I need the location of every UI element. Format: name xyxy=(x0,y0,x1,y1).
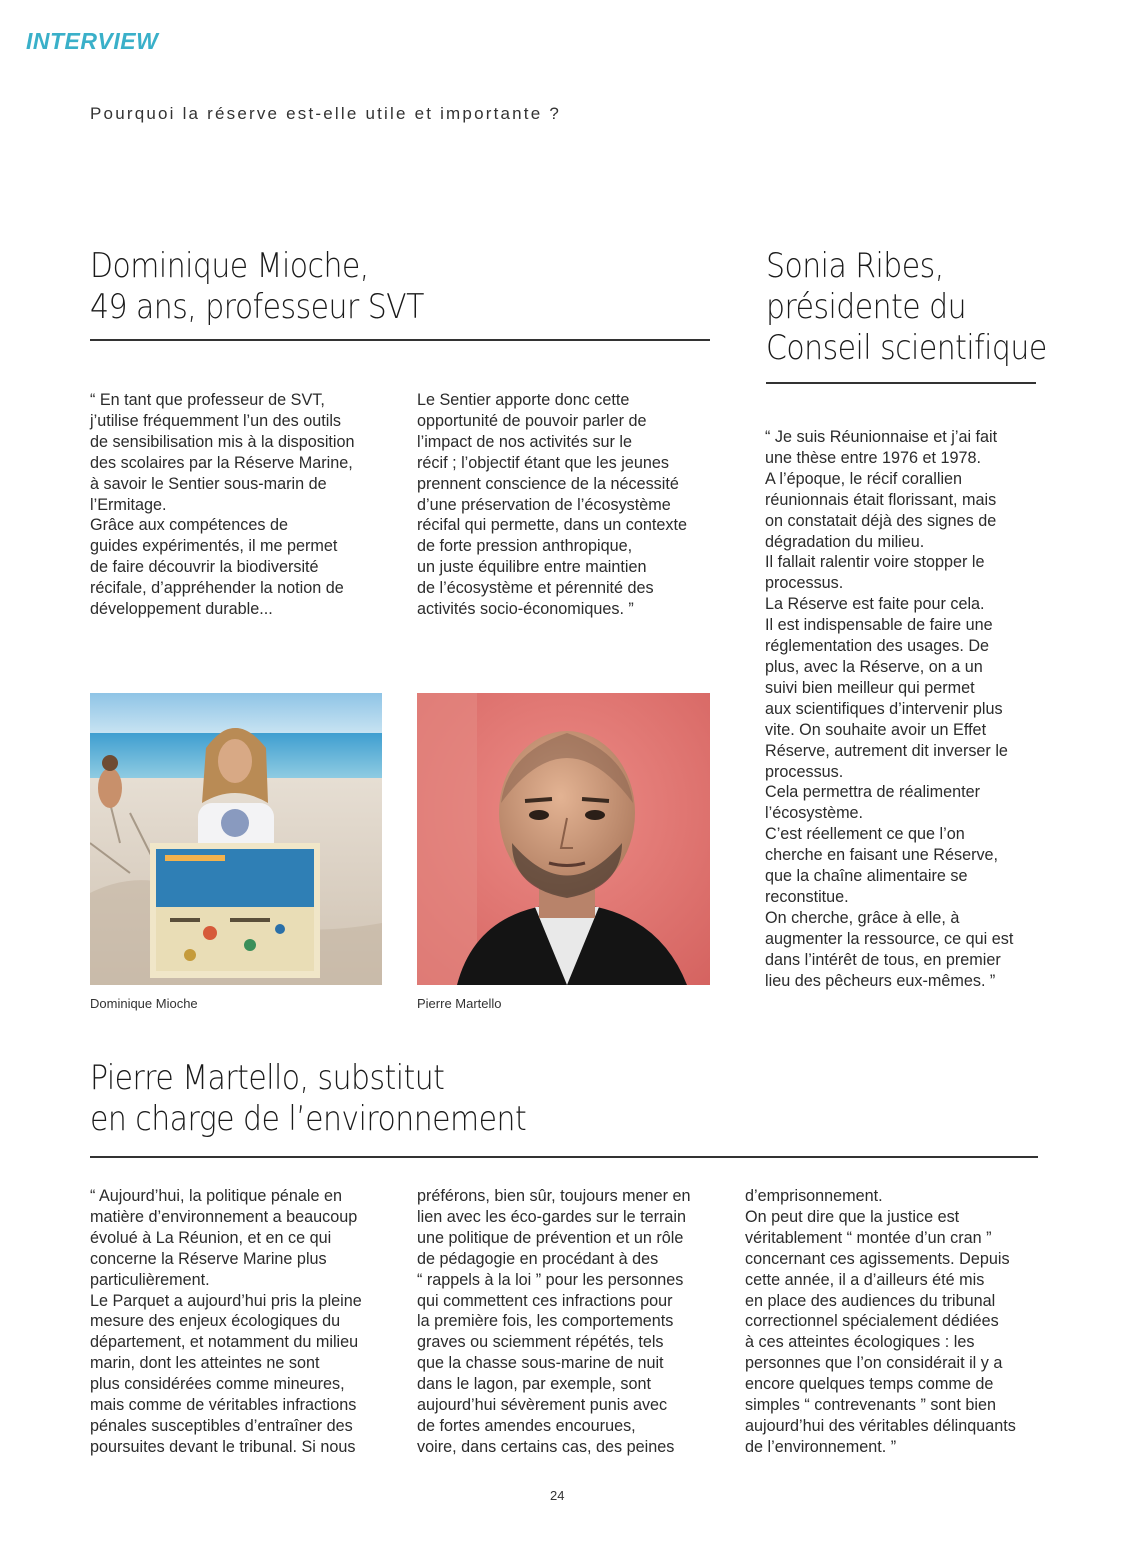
martello-quote-column-3: d’emprisonnement. On peut dire que la justice est véritablement “ montée d’un cran ” concernant ces agissements. Depuis cette année, il a d’ailleurs été mis en place des audiences du tribunal correctionnel spécialement dédiées à ces atteintes écologiques : les personnes que l’on considérait il y a encore quelques temps comme de simples “ contrevenants ” sont bien aujourd’hui des véritables délinquants de l’environnement. ” xyxy=(745,1187,1016,1456)
divider-rule xyxy=(90,1156,1038,1158)
photo-pierre-martello xyxy=(417,693,710,985)
headline-sonia-ribes: Sonia Ribes, présidente du Conseil scientifique xyxy=(766,246,1047,368)
interview-question: Pourquoi la réserve est-elle utile et importante ? xyxy=(90,104,561,123)
mioche-quote-column-1: “ En tant que professeur de SVT, j’utilise fréquemment l’un des outils de sensibilisation mis à la disposition des scolaires par la Réserve Marine, à savoir le Sentier sous-marin de l’Ermitage. Grâce aux compétences de guides expérimentés, il me permet de faire découvrir la biodiversité récifale, d’appréhender la notion de développement durable... xyxy=(90,391,355,619)
martello-quote-column-2: préférons, bien sûr, toujours mener en lien avec les éco-gardes sur le terrain une politique de prévention et un rôle de pédagogie en procédant à des “ rappels à la loi ” pour les personnes qui commettent ces infractions pour la première fois, les comportements graves ou sciemment répétés, tels que la chasse sous-marine de nuit dans le lagon, par exemple, sont aujourd’hui sévèrement punis avec de fortes amendes encourues, voire, dans certains cas, des peines xyxy=(417,1187,691,1456)
section-label: INTERVIEW xyxy=(26,28,159,54)
headline-dominique-mioche: Dominique Mioche, 49 ans, professeur SVT xyxy=(90,246,424,327)
beach-photo-image xyxy=(90,693,382,985)
divider-rule xyxy=(90,339,710,341)
headline-pierre-martello: Pierre Martello, substitut en charge de l’environnement xyxy=(90,1058,527,1139)
photo-caption: Dominique Mioche xyxy=(90,996,198,1011)
photo-dominique-mioche xyxy=(90,693,382,985)
page-number: 24 xyxy=(550,1488,565,1503)
divider-rule xyxy=(766,382,1036,384)
martello-quote-column-1: “ Aujourd’hui, la politique pénale en matière d’environnement a beaucoup évolué à La Réunion, et en ce qui concerne la Réserve Marine plus particulièrement. Le Parquet a aujourd’hui pris la pleine mesure des enjeux écologiques du département, et notamment du milieu marin, dont les atteintes ne sont plus considérées comme mineures, mais comme de véritables infractions pénales susceptibles d’entraîner des poursuites devant le tribunal. Si nous xyxy=(90,1187,362,1456)
ribes-quote: “ Je suis Réunionnaise et j’ai fait une thèse entre 1976 et 1978. A l’époque, le récif corallien réunionnais était florissant, mais on constatait déjà des signes de dégradation du milieu. Il fallait ralentir voire stopper le processus. La Réserve est faite pour cela. Il est indispensable de faire une réglementation des usages. De plus, avec la Réserve, on a un suivi bien meilleur qui permet aux scientifiques d’intervenir plus vite. On souhaite avoir un Effet Réserve, autrement dit inverser le processus. Cela permettra de réalimenter l’écosystème. C’est réellement ce que l’on cherche en faisant une Réserve, que la chaîne alimentaire se reconstitue. On cherche, grâce à elle, à augmenter la ressource, ce qui est dans l’intérêt de tous, en premier lieu des pêcheurs eux-mêmes. ” xyxy=(765,428,1014,990)
photo-caption: Pierre Martello xyxy=(417,996,502,1011)
mioche-quote-column-2: Le Sentier apporte donc cette opportunité de pouvoir parler de l’impact de nos activités sur le récif ; l’objectif étant que les jeunes prennent conscience de la nécessité d’une préservation de l’écosystème récifal qui permette, dans un contexte de forte pression anthropique, un juste équilibre entre maintien de l’écosystème et pérennité des activités socio-économiques. ” xyxy=(417,391,687,619)
portrait-photo-image xyxy=(417,693,710,985)
